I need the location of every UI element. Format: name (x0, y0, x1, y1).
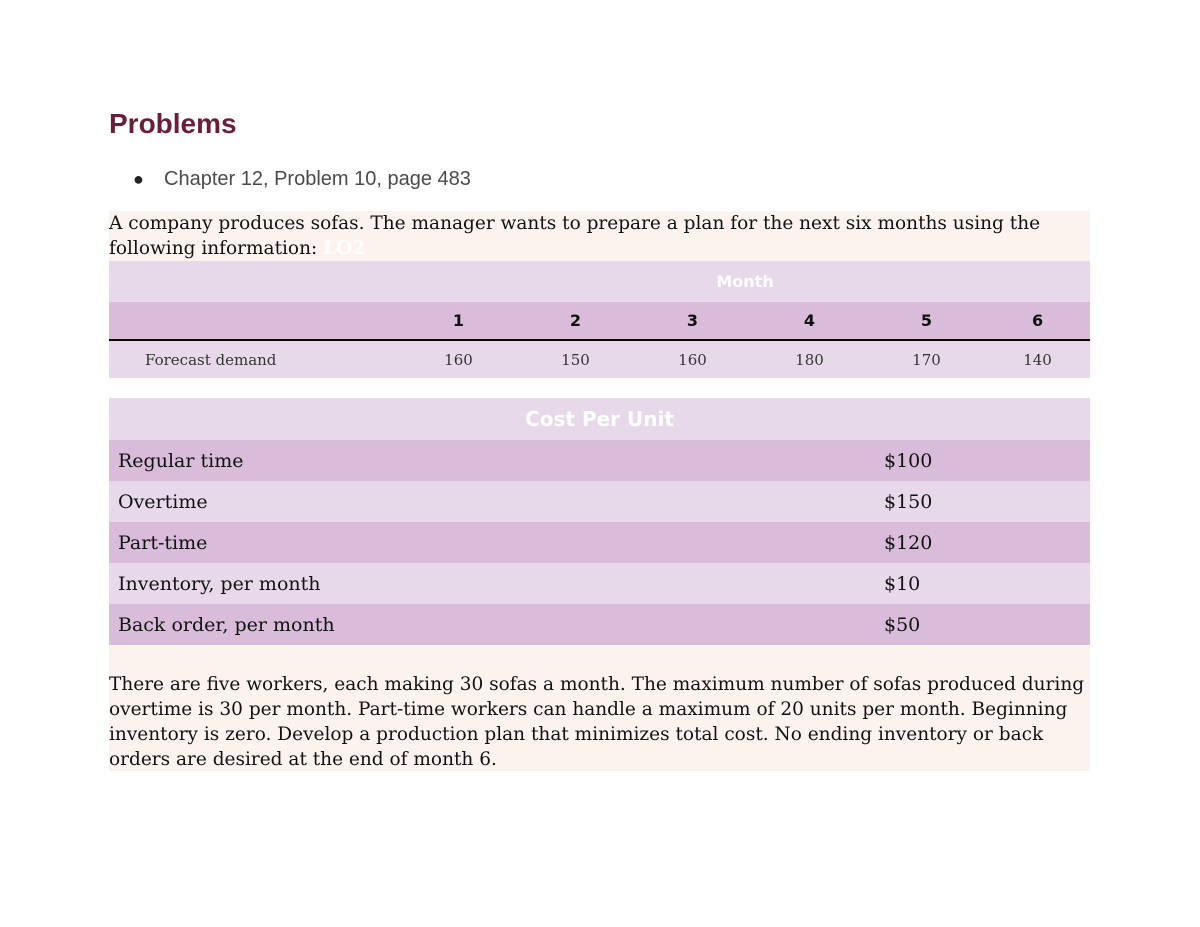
cost-value: $50 (884, 613, 921, 636)
cost-item: Regular time (118, 449, 244, 472)
table-row (109, 522, 1090, 563)
problem-conditions (109, 646, 1090, 771)
month-header: 2 (569, 311, 582, 330)
table-row (109, 481, 1090, 522)
cost-item: Overtime (118, 490, 208, 513)
cost-table-header-row (109, 398, 1090, 440)
page-title: Problems (109, 108, 237, 139)
cost-value: $150 (884, 490, 933, 513)
demand-cell: 160 (444, 350, 473, 369)
month-header: 5 (920, 311, 933, 330)
problem-intro (109, 211, 1090, 261)
month-header: 4 (803, 311, 816, 330)
table-row (109, 563, 1090, 604)
table-row (109, 440, 1090, 481)
month-number-row (109, 302, 1090, 340)
chapter-reference: Chapter 12, Problem 10, page 483 (164, 168, 471, 190)
cost-table-title: Cost Per Unit (525, 407, 674, 431)
list-item (131, 166, 471, 192)
demand-cell: 170 (912, 350, 941, 369)
month-header: 6 (1031, 311, 1044, 330)
cost-value: $120 (884, 531, 933, 554)
month-group-header-row (109, 261, 1090, 302)
learning-objective-ref: LO2 (323, 238, 366, 259)
month-header: 3 (686, 311, 699, 330)
cost-value: $10 (884, 572, 921, 595)
row-label: Forecast demand (145, 350, 277, 369)
bullet-list (131, 166, 471, 192)
cost-table (109, 398, 1090, 645)
demand-cell: 160 (678, 350, 707, 369)
cost-item: Part-time (118, 531, 208, 554)
forecast-table (109, 261, 1090, 378)
cost-value: $100 (884, 449, 933, 472)
bullet-icon: ● (133, 169, 144, 189)
demand-cell: 150 (561, 350, 590, 369)
demand-cell: 140 (1023, 350, 1052, 369)
month-header: 1 (452, 311, 465, 330)
table-row (109, 604, 1090, 645)
intro-text: A company produces sofas. The manager wants to prepare a plan for the next six months using the following information: (109, 213, 1041, 259)
table-row (109, 340, 1090, 378)
demand-cell: 180 (795, 350, 824, 369)
month-group-header: Month (716, 272, 774, 291)
cost-item: Back order, per month (118, 613, 335, 636)
cost-item: Inventory, per month (118, 572, 321, 595)
conditions-text: There are five workers, each making 30 sofas a month. The maximum number of sofas produced during overtime is 30 per month. Part-time workers can handle a maximum of 20 units per month. Beginning inventory is zero. Develop a production plan that minimizes total cost. No ending inventory or back orders are desired at the end of month 6. (109, 674, 1085, 770)
